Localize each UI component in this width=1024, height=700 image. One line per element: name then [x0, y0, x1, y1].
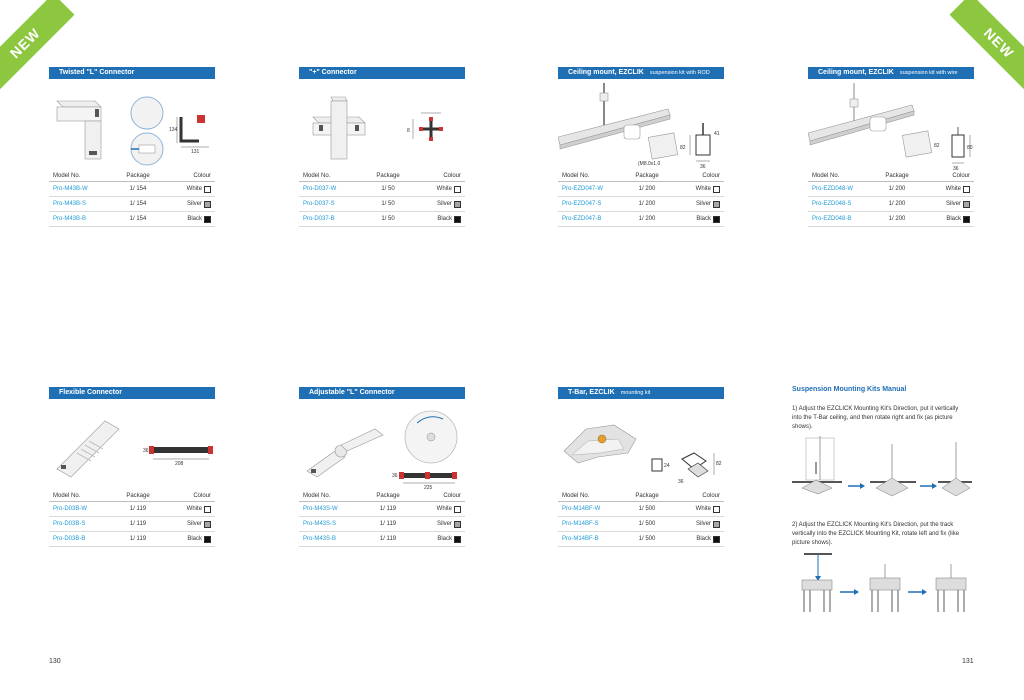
section-adjustable-l-connector: [299, 387, 465, 547]
colour-name: White: [186, 186, 202, 192]
col-colour: Colour: [702, 173, 720, 179]
dim-label: 36: [392, 473, 398, 479]
package: 1/ 154: [129, 186, 147, 192]
step-1-illustration: [792, 432, 972, 508]
dim-label: 36: [143, 448, 149, 454]
colour-swatch: [713, 506, 720, 513]
dim-label: 80: [967, 145, 973, 151]
table-row: [49, 182, 215, 197]
connector-illustration: [313, 97, 365, 159]
colour-swatch: [454, 216, 461, 223]
colour-swatch: [204, 201, 211, 208]
model-no: Pro-D037-S: [303, 201, 335, 207]
model-no: Pro-M43S-B: [303, 536, 337, 542]
colour-name: Black: [187, 216, 202, 222]
colour-name: Black: [696, 536, 711, 542]
table-row: [558, 502, 724, 517]
section-title-bar: [299, 387, 465, 399]
section-subtitle: suspension kit with ROD: [649, 70, 710, 76]
colour-swatch: [454, 186, 461, 193]
table-row: [808, 212, 974, 227]
section-title: Ceiling mount, EZCLIK: [818, 69, 894, 76]
colour-swatch: [454, 521, 461, 528]
table-row: [299, 532, 465, 547]
product-figure: [808, 79, 974, 171]
col-model: Model No.: [812, 173, 840, 179]
model-no: Pro-EZD048-B: [812, 216, 852, 222]
new-badge-text: NEW: [0, 0, 74, 92]
col-colour: Colour: [193, 173, 211, 179]
col-package: Package: [126, 493, 150, 499]
colour-name: Silver: [436, 521, 452, 527]
dim-label: 24: [664, 463, 670, 469]
colour-swatch: [713, 216, 720, 223]
col-model: Model No.: [562, 493, 590, 499]
dim-label: 82: [934, 143, 940, 149]
colour-swatch: [963, 186, 970, 193]
col-model: Model No.: [562, 173, 590, 179]
section-title-bar: [808, 67, 974, 79]
connector-illustration: [307, 429, 383, 477]
dim-label: 134: [169, 127, 178, 133]
col-package: Package: [126, 173, 150, 179]
dim-label: 208: [175, 461, 184, 467]
dim-label: 82: [680, 145, 686, 151]
section-title: "+" Connector: [309, 69, 357, 76]
colour-name: Silver: [186, 521, 202, 527]
dimension-drawing: [413, 113, 443, 141]
model-no: Pro-D037-B: [303, 216, 335, 222]
product-table: [808, 171, 974, 227]
table-row: [558, 182, 724, 197]
colour-name: White: [695, 186, 711, 192]
product-figure: [558, 79, 724, 171]
section-subtitle: mounting kit: [620, 390, 651, 396]
colour-swatch: [713, 186, 720, 193]
colour-name: Black: [437, 536, 452, 542]
model-no: Pro-M43S-S: [303, 521, 337, 527]
product-table: [49, 171, 215, 227]
model-no: Pro-M43B-W: [53, 186, 88, 192]
col-package: Package: [635, 493, 659, 499]
dim-label: 36: [678, 479, 684, 485]
table-row: [299, 197, 465, 212]
colour-name: White: [695, 506, 711, 512]
table-header: [808, 171, 974, 182]
dimension-drawing: [652, 453, 714, 477]
col-model: Model No.: [303, 493, 331, 499]
page-number-right: 131: [962, 658, 974, 665]
dimension-drawing: [177, 115, 209, 147]
package: 1/ 200: [888, 201, 906, 207]
connector-illustration: [57, 101, 101, 159]
table-row: [558, 212, 724, 227]
mounting-manual: [792, 386, 972, 625]
step-2-illustration: [792, 548, 972, 620]
section-ceiling-mount-rod: [558, 67, 724, 227]
colour-name: White: [436, 186, 452, 192]
package: 1/ 154: [129, 216, 147, 222]
table-header: [299, 491, 465, 502]
section-title: Ceiling mount, EZCLIK: [568, 69, 644, 76]
dimension-drawing: [399, 472, 457, 483]
section-title: Twisted "L" Connector: [59, 69, 135, 76]
package: 1/ 200: [888, 216, 906, 222]
section-title-bar: [49, 67, 215, 79]
product-table: [558, 171, 724, 227]
table-header: [558, 171, 724, 182]
dim-label: 131: [191, 149, 200, 155]
colour-name: Silver: [695, 201, 711, 207]
track-illustration: [808, 83, 932, 157]
table-row: [299, 502, 465, 517]
section-subtitle: suspension kit with wire: [899, 70, 958, 76]
package: 1/ 119: [379, 521, 397, 527]
col-model: Model No.: [53, 493, 81, 499]
new-badge-text: NEW: [950, 0, 1024, 92]
section-twisted-l-connector: [49, 67, 215, 227]
dim-label: 41: [714, 131, 720, 137]
package: 1/ 200: [638, 216, 656, 222]
colour-swatch: [454, 506, 461, 513]
section-plus-connector: [299, 67, 465, 227]
product-table: [299, 491, 465, 547]
manual-step-2: 2) Adjust the EZCLICK Mounting Kit's Direction, put the track vertically into the EZCLICK Mounting Kit, rotate left and fix (like picture shows).: [792, 522, 960, 546]
col-package: Package: [885, 173, 909, 179]
colour-swatch: [204, 216, 211, 223]
col-package: Package: [376, 493, 400, 499]
package: 1/ 119: [379, 506, 397, 512]
table-row: [808, 182, 974, 197]
package: 1/ 119: [129, 506, 147, 512]
track-illustration: [558, 83, 678, 159]
colour-swatch: [713, 521, 720, 528]
dim-label: 82: [716, 461, 722, 467]
colour-swatch: [454, 201, 461, 208]
table-row: [558, 197, 724, 212]
colour-swatch: [963, 201, 970, 208]
model-no: Pro-M43B-B: [53, 216, 87, 222]
product-figure: [299, 79, 465, 171]
dim-label: 36: [953, 166, 959, 171]
col-colour: Colour: [443, 173, 461, 179]
model-no: Pro-D037-W: [303, 186, 337, 192]
colour-swatch: [713, 201, 720, 208]
product-figure: [558, 399, 724, 491]
section-ceiling-mount-wire: [808, 67, 974, 227]
col-model: Model No.: [53, 173, 81, 179]
col-package: Package: [635, 173, 659, 179]
product-table: [299, 171, 465, 227]
colour-swatch: [204, 186, 211, 193]
colour-swatch: [204, 536, 211, 543]
model-no: Pro-EZD047-W: [562, 186, 604, 192]
package: 1/ 119: [379, 536, 397, 542]
product-table: [49, 491, 215, 547]
package: 1/ 154: [129, 201, 147, 207]
package: 1/ 119: [129, 536, 147, 542]
colour-name: Black: [437, 216, 452, 222]
table-row: [558, 532, 724, 547]
table-row: [299, 182, 465, 197]
model-no: Pro-D03B-W: [53, 506, 88, 512]
table-row: [49, 517, 215, 532]
colour-name: Black: [696, 216, 711, 222]
col-colour: Colour: [443, 493, 461, 499]
manual-step-1: 1) Adjust the EZCLICK Mounting Kit's Direction, put it vertically into the T-Bar ceiling, and then rotate right and fix (as picture shows).: [792, 406, 959, 430]
model-no: Pro-M14BF-B: [562, 536, 599, 542]
product-figure: [49, 79, 215, 171]
colour-name: Silver: [186, 201, 202, 207]
model-no: Pro-EZD047-S: [562, 201, 602, 207]
page-number-left: 130: [49, 658, 61, 665]
colour-swatch: [204, 506, 211, 513]
table-header: [558, 491, 724, 502]
model-no: Pro-D03B-S: [53, 521, 86, 527]
table-row: [49, 212, 215, 227]
section-t-bar-mounting-kit: [558, 387, 724, 547]
model-no: Pro-M14BF-W: [562, 506, 601, 512]
model-no: Pro-M43S-W: [303, 506, 338, 512]
section-title: Flexible Connector: [59, 389, 123, 396]
model-no: Pro-D03B-B: [53, 536, 86, 542]
product-figure: [299, 399, 465, 491]
table-row: [299, 517, 465, 532]
package: 1/ 200: [888, 186, 906, 192]
section-flexible-connector: [49, 387, 215, 547]
colour-name: Silver: [945, 201, 961, 207]
col-package: Package: [376, 173, 400, 179]
table-row: [49, 532, 215, 547]
dim-label: 8: [407, 128, 410, 134]
table-row: [299, 212, 465, 227]
colour-name: White: [186, 506, 202, 512]
package: 1/ 50: [381, 216, 395, 222]
package: 1/ 500: [638, 506, 656, 512]
package: 1/ 119: [129, 521, 147, 527]
section-title-bar: [49, 387, 215, 399]
section-title: Adjustable "L" Connector: [309, 389, 395, 396]
table-row: [808, 197, 974, 212]
package: 1/ 50: [381, 186, 395, 192]
section-title: T-Bar, EZCLIK: [568, 389, 615, 396]
package: 1/ 500: [638, 521, 656, 527]
col-colour: Colour: [702, 493, 720, 499]
table-row: [49, 502, 215, 517]
colour-swatch: [713, 536, 720, 543]
package: 1/ 50: [381, 201, 395, 207]
package: 1/ 200: [638, 201, 656, 207]
package: 1/ 500: [638, 536, 656, 542]
colour-name: White: [945, 186, 961, 192]
col-colour: Colour: [952, 173, 970, 179]
table-row: [558, 517, 724, 532]
dim-label: (M8.0x1.0: [638, 161, 661, 167]
dimension-drawing: [149, 446, 213, 459]
colour-name: White: [436, 506, 452, 512]
section-title-bar: [558, 387, 724, 399]
colour-swatch: [204, 521, 211, 528]
section-title-bar: [299, 67, 465, 79]
product-table: [558, 491, 724, 547]
colour-name: Black: [946, 216, 961, 222]
colour-name: Silver: [436, 201, 452, 207]
dim-label: 225: [424, 485, 433, 491]
table-header: [49, 491, 215, 502]
table-row: [49, 197, 215, 212]
clip-illustration: [564, 425, 636, 463]
package: 1/ 200: [638, 186, 656, 192]
col-colour: Colour: [193, 493, 211, 499]
col-model: Model No.: [303, 173, 331, 179]
dim-label: 36: [700, 164, 706, 170]
colour-swatch: [454, 536, 461, 543]
section-title-bar: [558, 67, 724, 79]
model-no: Pro-M43B-S: [53, 201, 87, 207]
model-no: Pro-M14BF-S: [562, 521, 599, 527]
model-no: Pro-EZD047-B: [562, 216, 602, 222]
connector-illustration: [57, 421, 119, 477]
manual-title: Suspension Mounting Kits Manual: [792, 386, 907, 393]
model-no: Pro-EZD048-S: [812, 201, 852, 207]
product-figure: [49, 399, 215, 491]
model-no: Pro-EZD048-W: [812, 186, 854, 192]
colour-name: Black: [187, 536, 202, 542]
dimension-drawing: [690, 123, 710, 161]
table-header: [49, 171, 215, 182]
table-header: [299, 171, 465, 182]
colour-swatch: [963, 216, 970, 223]
colour-name: Silver: [695, 521, 711, 527]
